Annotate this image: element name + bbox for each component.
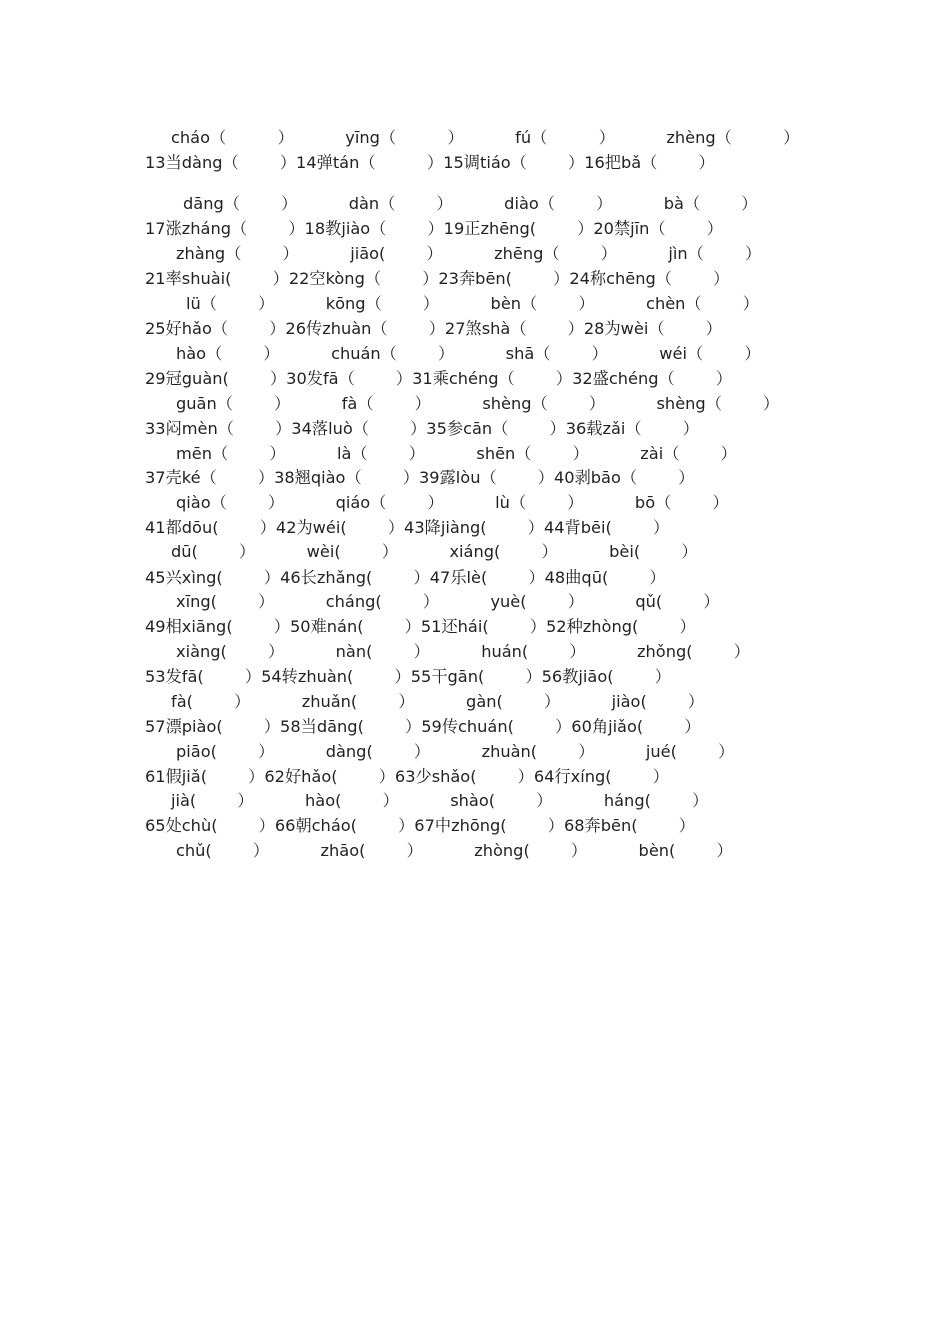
answer-line-17-20: zhàng（ ） jiāo( ） zhēng（ ） jìn（ ）	[176, 244, 762, 263]
answer-line-33-36: mēn（ ） là（ ） shēn（ ） zài（ ）	[176, 444, 737, 463]
question-line-29-32: 29冠guàn( ）30发fā（ ）31乘chéng（ ）32盛chéng（ ）	[145, 369, 733, 388]
question-line-33-36: 33闷mèn（ ）34落luò（ ）35参cān（ ）36载zǎi（ ）	[145, 419, 699, 438]
answer-line-57-60: piāo( ） dàng( ） zhuàn( ） jué( ）	[176, 742, 735, 761]
answer-line-12: cháo（ ） yīng（ ） fú（ ） zhèng（ ）	[171, 128, 800, 147]
answer-line-13-16: dāng（ ） dàn（ ） diào（ ） bà（ ）	[183, 194, 758, 213]
question-line-45-48: 45兴xìng( ）46长zhǎng( ）47乐lè( ）48曲qū( ）	[145, 568, 666, 587]
answer-line-53-56: fà( ） zhuǎn( ） gàn( ） jiào( ）	[171, 692, 705, 711]
answer-line-45-48: xīng( ） cháng( ） yuè( ） qǔ( ）	[176, 592, 720, 611]
question-line-41-44: 41都dōu( ）42为wéi( ）43降jiàng( ）44背bēi( ）	[145, 518, 670, 537]
answer-line-49-52: xiàng( ） nàn( ） huán( ） zhǒng( ）	[176, 642, 750, 661]
answer-line-21-24: lü（ ） kōng（ ） bèn（ ） chèn（ ）	[186, 294, 759, 313]
answer-line-29-32: guān（ ） fà（ ） shèng（ ） shèng（ ）	[176, 394, 780, 413]
answer-line-37-40: qiào（ ） qiáo（ ） lù（ ） bō（ ）	[176, 493, 729, 512]
question-line-57-60: 57漂piào( ）58当dāng( ）59传chuán( ）60角jiǎo( ）	[145, 717, 701, 736]
question-line-17-20: 17涨zháng（ ）18教jiào（ ）19正zhēng( ）20禁jīn（ ）	[145, 219, 723, 238]
question-line-49-52: 49相xiāng( ）50难nán( ）51还hái( ）52种zhòng( ）	[145, 617, 696, 636]
question-line-25-28: 25好hǎo（ ）26传zhuàn（ ）27煞shà（ ）28为wèi（ ）	[145, 319, 722, 338]
answer-line-41-44: dū( ） wèi( ） xiáng( ） bèi( ）	[171, 542, 698, 561]
answer-line-61-64: jià( ） hào( ） shào( ） háng( ）	[171, 791, 709, 810]
question-line-37-40: 37壳ké（ ）38翘qiào（ ）39露lòu（ ）40剥bāo（ ）	[145, 468, 695, 487]
question-line-61-64: 61假jiǎ( ）62好hǎo( ）63少shǎo( ）64行xíng( ）	[145, 767, 669, 786]
question-line-53-56: 53发fā( ）54转zhuàn( ）55干gān( ）56教jiāo( ）	[145, 667, 671, 686]
answer-line-25-28: hào（ ） chuán（ ） shā（ ） wéi（ ）	[176, 344, 761, 363]
question-line-65-68: 65处chù( ）66朝cháo( ）67中zhōng( ）68奔bēn( ）	[145, 816, 695, 835]
question-line-13-16: 13当dàng（ ）14弹tán（ ）15调tiáo（ ）16把bǎ（ ）	[145, 153, 715, 172]
question-line-21-24: 21率shuài( ）22空kòng（ ）23奔bēn( ）24称chēng（ ）	[145, 269, 730, 288]
answer-line-65-68: chǔ( ） zhāo( ） zhòng( ） bèn( ）	[176, 841, 733, 860]
